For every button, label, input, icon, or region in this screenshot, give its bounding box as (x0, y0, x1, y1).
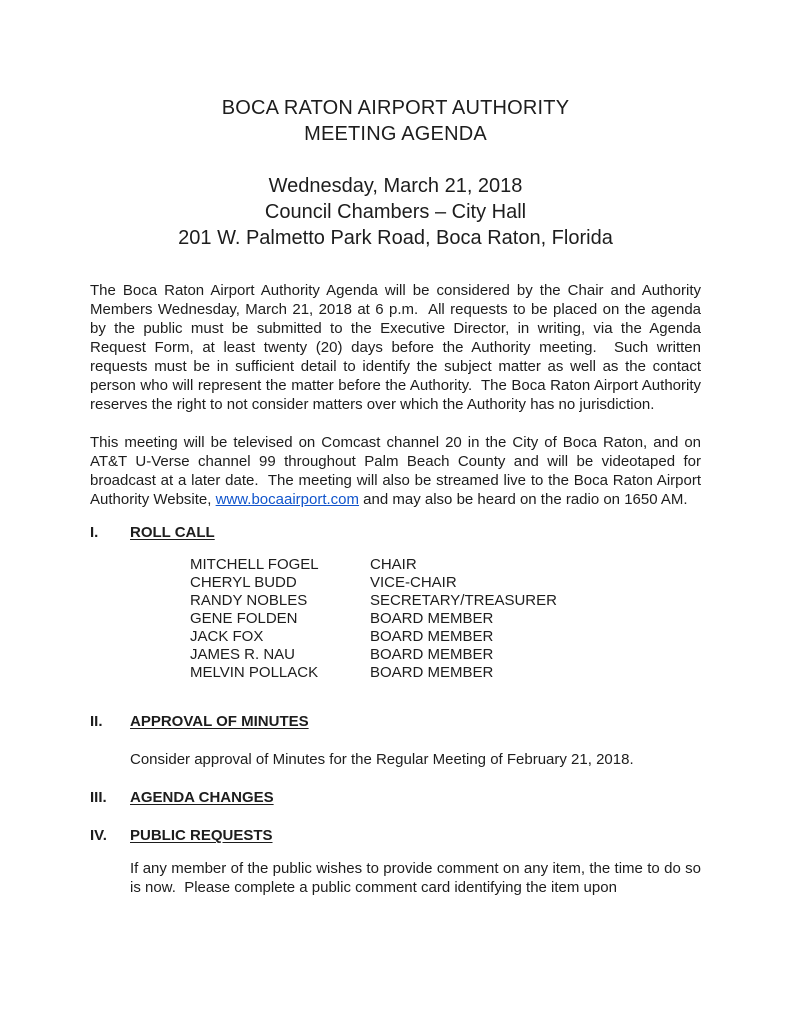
meeting-venue-block (90, 173, 701, 251)
section-agenda-changes (90, 788, 701, 807)
member-name: RANDY NOBLES (190, 592, 308, 609)
roll-call-list (190, 556, 701, 682)
member-title: VICE-CHAIR (370, 574, 457, 591)
section-heading-agenda-changes: AGENDA CHANGES (130, 789, 274, 806)
member-title: BOARD MEMBER (370, 646, 494, 663)
roll-call-row (190, 628, 701, 646)
member-name: JAMES R. NAU (190, 646, 296, 663)
meeting-address: 201 W. Palmetto Park Road, Boca Raton, Florida (178, 227, 613, 249)
member-title: CHAIR (370, 556, 417, 573)
broadcast-text-before: This meeting will be televised on Comcast channel 20 in the City of Boca Raton, and on AT&T U-Verse channel 99 throughout Palm Beach County and will be videotaped for broadcast at a later date. The meeting will also be streamed live to the Boca Raton Airport Authority Website, (90, 434, 701, 508)
section-heading-roll-call: ROLL CALL (130, 524, 215, 541)
meeting-location: Council Chambers – City Hall (264, 201, 527, 223)
roll-call-row (190, 610, 701, 628)
approval-of-minutes-text: Consider approval of Minutes for the Regular Meeting of February 21, 2018. (130, 751, 634, 768)
meeting-date: Wednesday, March 21, 2018 (268, 175, 523, 197)
section-heading-row (90, 712, 701, 731)
section-approval-of-minutes (90, 712, 701, 769)
member-title: BOARD MEMBER (370, 610, 494, 627)
section-roll-call (90, 523, 701, 682)
member-name: MITCHELL FOGEL (190, 556, 319, 573)
section-heading-row (90, 826, 701, 845)
section-heading-public-requests: PUBLIC REQUESTS (130, 827, 273, 844)
public-requests-text: If any member of the public wishes to provide comment on any item, the time to do so is now. Please complete a public comment card identifying the item upon (130, 860, 701, 896)
roll-call-row (190, 592, 701, 610)
section-heading-row (90, 523, 701, 542)
member-title: BOARD MEMBER (370, 628, 494, 645)
intro-paragraph: The Boca Raton Airport Authority Agenda will be considered by the Chair and Authority Members Wednesday, March 21, 2018 at 6 p.m. All requests to be placed on the agenda by the public must be submitted to the Executive Director, in writing, via the Agenda Request Form, at least twenty (20) days before the Authority meeting. Such written requests must be in sufficient detail to identify the subject matter as well as the contact person who will represent the matter before the Authority. The Boca Raton Airport Authority reserves the right to not consider matters over which the Authority has no jurisdiction. (90, 282, 701, 413)
section-numeral: IV. (90, 827, 107, 844)
section-numeral: I. (90, 524, 99, 541)
section-heading-row (90, 788, 701, 807)
roll-call-row (190, 664, 701, 682)
document-title (90, 95, 701, 147)
title-line-2: MEETING AGENDA (304, 123, 487, 145)
member-name: GENE FOLDEN (190, 610, 298, 627)
roll-call-row (190, 574, 701, 592)
section-heading-approval-of-minutes: APPROVAL OF MINUTES (130, 713, 309, 730)
member-title: SECRETARY/TREASURER (370, 592, 557, 609)
broadcast-paragraph (90, 433, 701, 509)
member-name: CHERYL BUDD (190, 574, 297, 591)
title-line-1: BOCA RATON AIRPORT AUTHORITY (221, 97, 570, 119)
section-numeral: II. (90, 713, 103, 730)
website-link[interactable]: www.bocaairport.com (215, 491, 360, 508)
section-public-requests (90, 826, 701, 897)
member-title: BOARD MEMBER (370, 664, 494, 681)
broadcast-text-after: and may also be heard on the radio on 1650 AM. (359, 491, 688, 508)
member-name: MELVIN POLLACK (190, 664, 319, 681)
section-numeral: III. (90, 789, 107, 806)
member-name: JACK FOX (190, 628, 264, 645)
roll-call-row (190, 646, 701, 664)
roll-call-row (190, 556, 701, 574)
